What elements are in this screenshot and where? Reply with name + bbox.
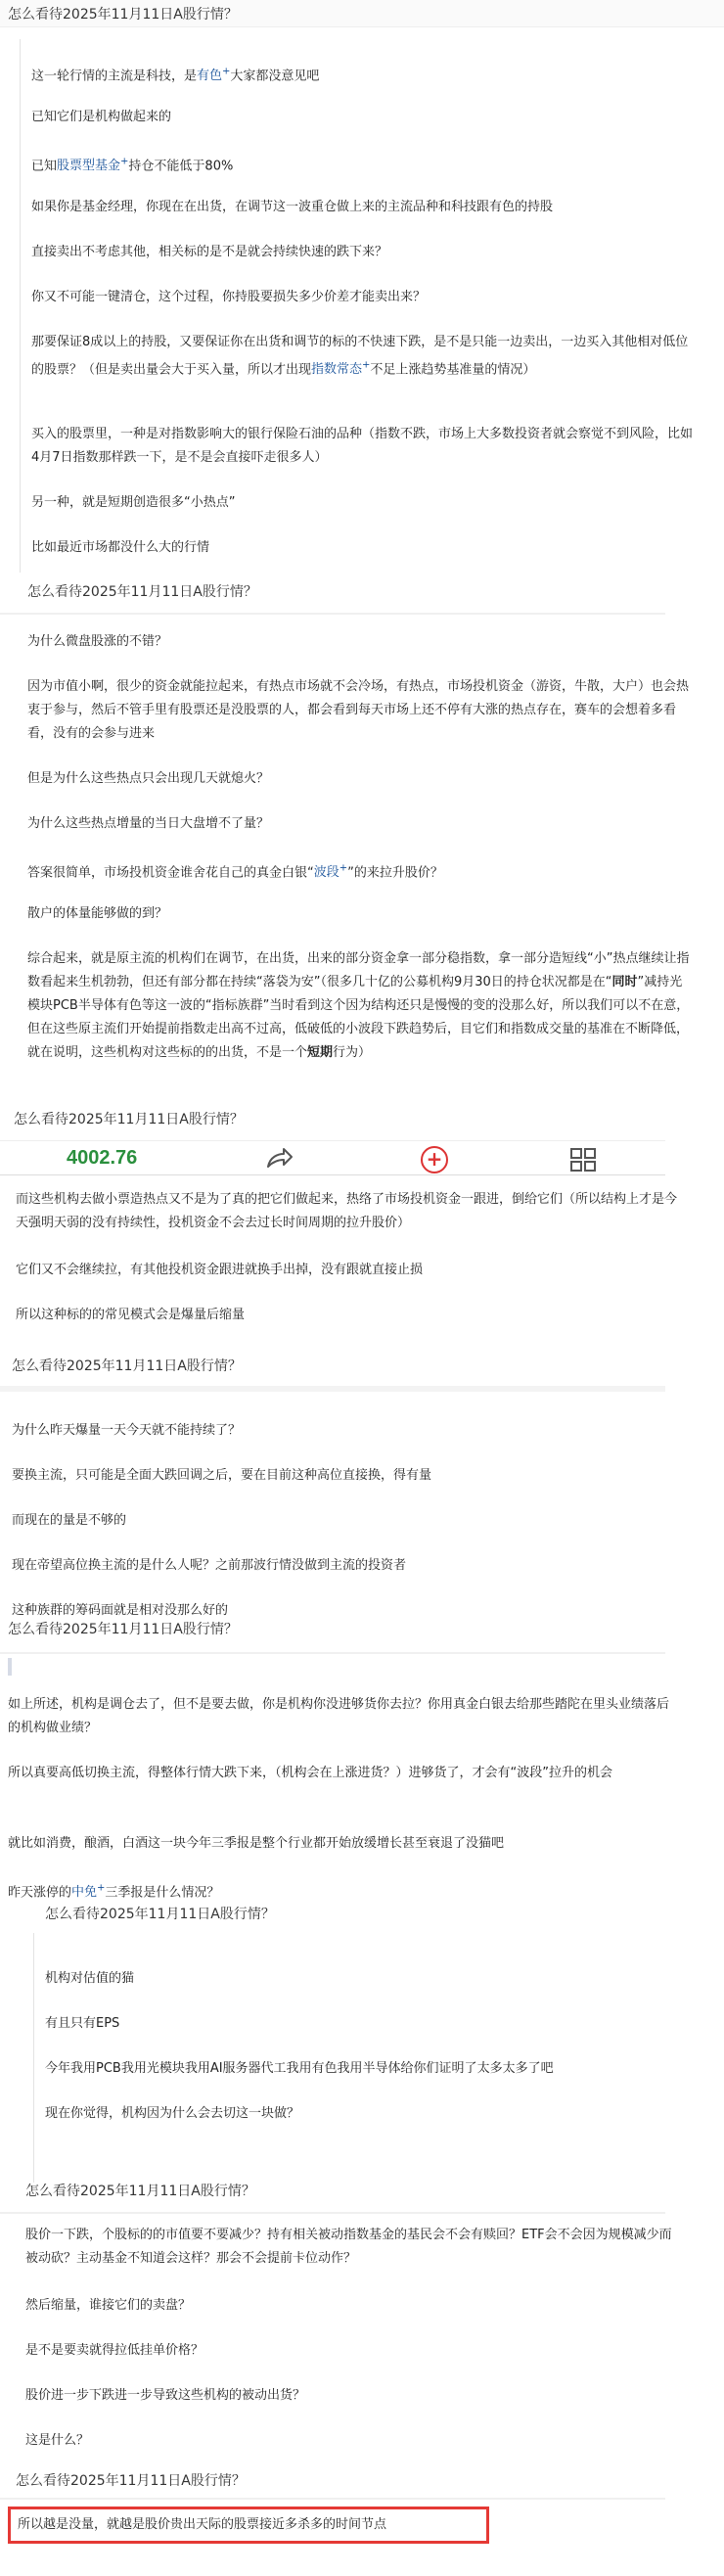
section-title: 怎么看待2025年11月11日A股行情？ [14, 1112, 244, 1127]
stock-strip [0, 1140, 665, 1175]
keyword-link[interactable]: 波段+ [313, 863, 348, 881]
share-icon[interactable] [264, 1147, 294, 1171]
paragraph: 就比如消费，酿酒，白酒这一块今年三季报是整个行业都开始放缓增长甚至衰退了没猫吧 [8, 1836, 505, 1851]
divider [0, 1652, 665, 1654]
quote-border [33, 1933, 34, 2183]
paragraph: 有且只有EPS [45, 2016, 120, 2031]
divider [0, 2498, 665, 2500]
paragraph: 所以真要高低切换主流，得整体行情大跌下来，（机构会在上涨进货？）进够货了，才会有“波段”拉升的机会 [8, 1766, 612, 1780]
paragraph: 这一轮行情的主流是科技，是有色+大家都没意见吧 [31, 67, 320, 84]
paragraph: 它们又不会继续拉，有其他投机资金跟进就换手出掉，没有跟就直接止损 [16, 1263, 424, 1277]
paragraph: 这是什么？ [25, 2433, 90, 2448]
keyword-link[interactable]: 中免+ [71, 1883, 106, 1901]
paragraph: 另一种，就是短期创造很多“小热点” [31, 495, 236, 510]
divider [0, 1386, 665, 1392]
paragraph: 所以越是没量，就越是股价贵出天际的股票接近多杀多的时间节点 [18, 2517, 387, 2532]
paragraph: 综合起来，就是原主流的机构们在调节，在出货，出来的部分资金拿一部分稳指数，拿一部分造短线“小”热点继续让指数看起来生机勃勃，但还有部分都在持续“落袋为安”（很多几十亿的公募机构9月30日的持仓状况都是在“同时”减持光模块PCB半导体有色等这一波的“指标族群”当时看到这个因为结构还只是慢慢的变的没那么好，所以我们可以不在意，但在这些原主流们开始提前指数走出高不过高，低破低的小波段下跌趋势后，目它们和指数成交量的基准在不断降低，就在说明，这些机构对这些标的的出货，不是一个短期行为） [27, 951, 690, 1060]
grid-icon[interactable] [569, 1147, 597, 1173]
section-title: 怎么看待2025年11月11日A股行情？ [45, 1907, 275, 1922]
add-icon[interactable]: + [421, 1146, 448, 1173]
section-title: 怎么看待2025年11月11日A股行情？ [8, 1622, 238, 1637]
paragraph: 而现在的量是不够的 [12, 1513, 127, 1528]
section-title: 怎么看待2025年11月11日A股行情？ [16, 2473, 246, 2489]
paragraph: 股价进一步下跌进一步导致这些机构的被动出货？ [25, 2388, 306, 2403]
paragraph: 机构对估值的猫 [45, 1971, 135, 1986]
paragraph: 你又不可能一键清仓，这个过程，你持股要损失多少价差才能卖出来？ [31, 290, 427, 304]
paragraph: 所以这种标的的常见模式会是爆量后缩量 [16, 1308, 246, 1322]
scroll-marker [8, 1658, 12, 1676]
index-price: 4002.76 [67, 1147, 138, 1169]
paragraph: 股价一下跌，个股标的的市值要不要减少？持有相关被动指数基金的基民会不会有赎回？ETF会不会因为规模减少而被动砍？主动基金不知道会这样？那会不会提前卡位动作？ [25, 2228, 672, 2266]
paragraph: 已知它们是机构做起来的 [31, 110, 172, 124]
paragraph: 如上所述，机构是调仓去了，但不是要去做，你是机构你没进够货你去拉？你用真金白银去给那些踏陀在里头业绩落后的机构做业绩？ [8, 1697, 670, 1735]
paragraph: 今年我用PCB我用光模块我用AI服务器代工我用有色我用半导体给你们证明了太多太多了吧 [45, 2061, 554, 2076]
divider [0, 2212, 665, 2214]
paragraph: 比如最近市场都没什么大的行情 [31, 540, 210, 555]
keyword-link[interactable]: 股票型基金+ [57, 157, 129, 174]
keyword-link[interactable]: 指数常态+ [311, 360, 371, 378]
paragraph: 为什么微盘股涨的不错？ [27, 634, 168, 649]
paragraph: 这种族群的筹码面就是相对没那么好的 [12, 1603, 229, 1618]
paragraph: 然后缩量，谁接它们的卖盘？ [25, 2298, 192, 2313]
paragraph: 为什么昨天爆量一天今天就不能持续了？ [12, 1423, 242, 1438]
paragraph: 现在帝望高位换主流的是什么人呢？之前那波行情没做到主流的投资者 [12, 1558, 407, 1573]
paragraph: 要换主流，只可能是全面大跌回调之后，要在目前这种高位直接换，得有量 [12, 1468, 432, 1483]
paragraph: 为什么这些热点增量的当日大盘增不了量？ [27, 816, 270, 831]
divider [0, 613, 665, 615]
paragraph: 但是为什么这些热点只会出现几天就熄火？ [27, 771, 270, 786]
section-title: 怎么看待2025年11月11日A股行情？ [12, 1358, 242, 1374]
quote-border [20, 39, 21, 573]
paragraph: 散户的体量能够做的到？ [27, 906, 168, 921]
paragraph: 直接卖出不考虑其他，相关标的是不是就会持续快速的跌下来？ [31, 245, 388, 259]
paragraph: 买入的股票里，一种是对指数影响大的银行保险石油的品种（指数不跌，市场上大多数投资者就会察觉不到风险，比如4月7日指数那样跌一下，是不是会直接吓走很多人） [31, 427, 694, 465]
paragraph: 如果你是基金经理，你现在在出货，在调节这一波重仓做上来的主流品种和科技跟有色的持股 [31, 200, 554, 214]
paragraph: 现在你觉得，机构因为什么会去切这一块做？ [45, 2106, 300, 2121]
paragraph: 而这些机构去做小票造热点又不是为了真的把它们做起来，热络了市场投机资金一跟进，倒给它们（所以结构上才是今天强明天弱的没有持续性，投机资金不会去过长时间周期的拉升股价） [16, 1192, 678, 1230]
section-title: 怎么看待2025年11月11日A股行情？ [27, 584, 257, 600]
section-title: 怎么看待2025年11月11日A股行情？ [8, 7, 238, 23]
paragraph: 那要保证8成以上的持股，又要保证你在出货和调节的标的不快速下跌，是不是只能一边卖出，一边买入其他相对低位的股票？（但是卖出量会大于买入量，所以才出现指数常态+不足上涨趋势基准量的情况） [31, 335, 689, 378]
keyword-link[interactable]: 有色+ [197, 67, 231, 84]
paragraph: 因为市值小啊，很少的资金就能拉起来，有热点市场就不会冷场，有热点，市场投机资金（游资，牛散，大户）也会热衷于参与，然后不管手里有股票还是没股票的人，都会看到每天市场上还不停有大涨的热点存在，赛车的会想着多看看，没有的会参与进来 [27, 679, 690, 741]
paragraph: 昨天涨停的中免+三季报是什么情况？ [8, 1883, 220, 1901]
section-title: 怎么看待2025年11月11日A股行情？ [25, 2184, 255, 2199]
paragraph: 答案很简单，市场投机资金谁舍花自己的真金白银“波段+”的来拉升股价？ [27, 863, 443, 881]
paragraph: 是不是要卖就得拉低挂单价格？ [25, 2343, 204, 2358]
paragraph: 已知股票型基金+持仓不能低于80% [31, 157, 234, 174]
